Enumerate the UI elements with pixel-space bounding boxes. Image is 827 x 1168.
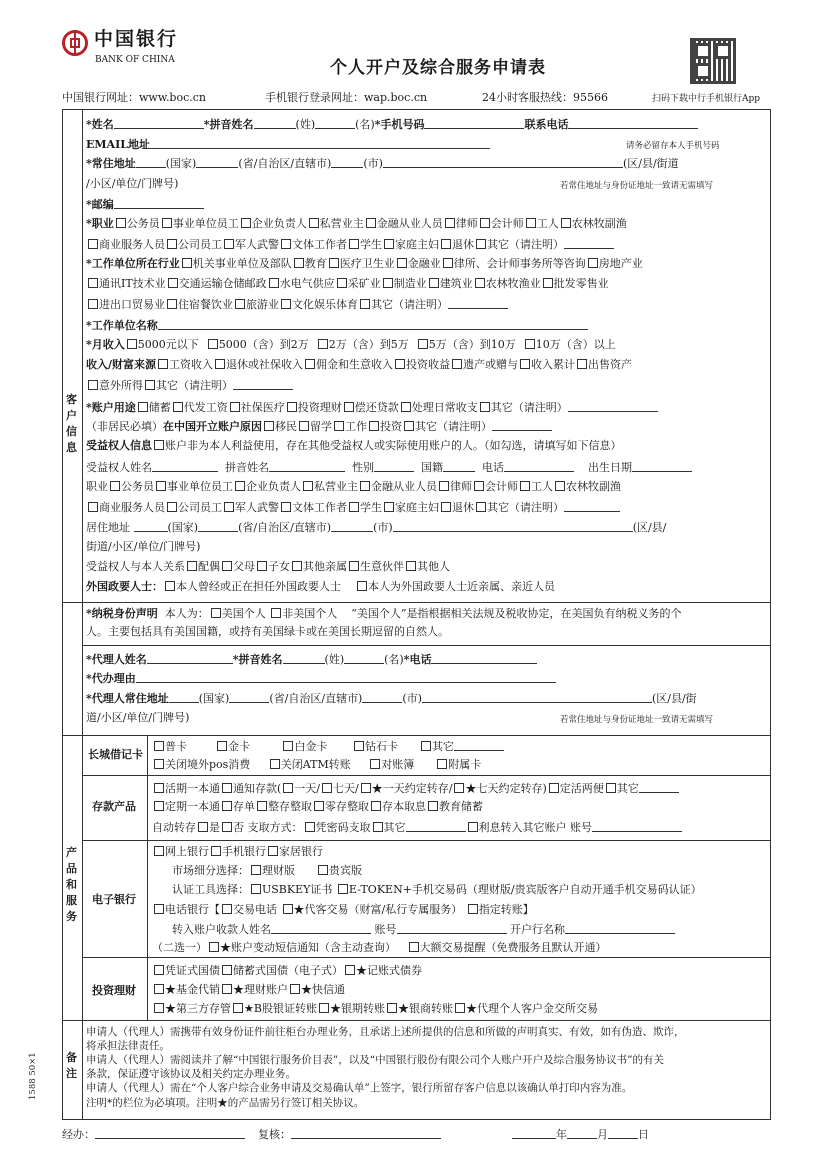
card-types[interactable]: 普卡 金卡 白金卡 钻石卡 其它 — [152, 739, 504, 754]
usage-row: *账户用途 储蓄 代发工资 社保医疗 投资理财 偿还贷款 处理日常收支 其它（请注明） — [86, 400, 658, 415]
email-input[interactable] — [150, 137, 490, 149]
bene-birth-input[interactable] — [632, 460, 692, 472]
notes-label: 备注 — [66, 1051, 77, 1080]
zip-input[interactable] — [114, 197, 204, 209]
surname-pinyin-input[interactable] — [254, 117, 296, 129]
bene-job-options[interactable]: 公务员 事业单位员工 企业负责人 私营业主 金融从业人员 律师 会计师 工人 农林牧副渔 — [108, 480, 621, 493]
relationship-options[interactable]: 配偶 父母 子女 其他亲属 生意伙伴 其他人 — [185, 560, 450, 573]
non-us-person-checkbox[interactable] — [271, 608, 281, 618]
us-person-checkbox[interactable] — [211, 608, 221, 618]
agent-surname-input[interactable] — [283, 652, 325, 664]
card-options[interactable]: 关闭境外pos消费 关闭ATM转账 对账簿 附属卡 — [152, 758, 481, 772]
boc-logo — [62, 30, 88, 56]
bene-job-row-2[interactable]: 商业服务人员 公司员工 军人武警 文体工作者 学生 家庭主妇 退休 其它（请注明） — [86, 500, 620, 515]
card-label: 长城借记卡 — [88, 748, 143, 761]
bank-name-en: BANK OF CHINA — [95, 55, 175, 65]
bene-nation-input[interactable] — [443, 460, 475, 472]
mobile-note: 请务必留存本人手机号码 — [626, 141, 720, 151]
bene-gender-input[interactable] — [374, 460, 414, 472]
agent-district-input[interactable] — [422, 691, 652, 703]
email-row: EMAIL地址 — [86, 137, 490, 152]
tax-desc: 人。主要包括具有美国国籍，或持有美国绿卡或在美国长期逗留的自然人。 — [86, 625, 449, 638]
agent-reason-input[interactable] — [136, 671, 556, 683]
qr-code-icon[interactable] — [690, 38, 736, 84]
name-input[interactable] — [114, 117, 204, 129]
month-input[interactable] — [567, 1127, 597, 1139]
source-row-2[interactable]: 意外所得 其它（请注明） — [86, 378, 293, 393]
district-input[interactable] — [383, 156, 623, 168]
job-row: *职业 公务员 事业单位员工 企业负责人 私营业主 金融从业人员 律师 会计师 工人 农林牧副渔 — [86, 217, 627, 230]
products-label: 产品和服务 — [66, 846, 77, 923]
ebank-row-1[interactable]: 网上银行 手机银行 家居银行 — [152, 845, 323, 859]
reason-row: （非居民必填）在中国开立账户原因 移民 留学 工作 投资 其它（请注明） — [86, 419, 552, 434]
phone-input[interactable] — [568, 117, 698, 129]
agent-reason-row: *代办理由 — [86, 671, 556, 686]
handler-field: 经办： — [62, 1127, 245, 1142]
pep-option-1[interactable] — [165, 581, 175, 591]
mobile-input[interactable] — [424, 117, 524, 129]
customer-info-label: 客户信息 — [66, 393, 77, 454]
job-options[interactable]: 公务员 事业单位员工 企业负责人 私营业主 金融从业人员 律师 会计师 工人 农林牧副渔 — [114, 217, 627, 230]
bene-phone-input[interactable] — [504, 460, 574, 472]
pep-option-2[interactable] — [357, 581, 367, 591]
deposit-label: 存款产品 — [92, 800, 136, 813]
pep-row: 外国政要人士： 本人曾经或正在担任外国政要人士 本人为外国政要人士近亲属、亲近人员 — [86, 580, 555, 593]
note-6: 注明*的栏位为必填项。注明★的产品需另行签订相关协议。 — [86, 1097, 365, 1109]
invest-row-1[interactable]: 凭证式国债 储蓄式国债（电子式） ★记账式债券 — [152, 964, 422, 978]
deposit-row-3[interactable]: 自动转存 是 否 支取方式： 凭密码支取 其它 利息转入其它账户 账号 — [152, 820, 682, 835]
bene-job-row: 职业 公务员 事业单位员工 企业负责人 私营业主 金融从业人员 律师 会计师 工人 农林牧副渔 — [86, 480, 621, 493]
mobile-site-line: 手机银行登录网址：wap.boc.cn — [265, 91, 428, 104]
address-cont: /小区/单位/门牌号) — [86, 177, 179, 190]
handler-input[interactable] — [95, 1127, 245, 1139]
agent-city-input[interactable] — [362, 691, 402, 703]
city-input[interactable] — [331, 156, 363, 168]
review-input[interactable] — [291, 1127, 441, 1139]
industry-row: *工作单位所在行业 机关事业单位及部队 教育 医疗卫生业 金融业 律所、会计师事务所等咨询 房地产业 — [86, 257, 643, 270]
ebank-row-2[interactable]: 市场细分选择： 理财版 贵宾版 — [172, 864, 362, 877]
agent-address-row: *代理人常住地址 (国家) (省/自治区/直辖市) (市) (区/县/街 — [86, 692, 697, 705]
hotline-line: 24小时客服热线：95566 — [482, 91, 608, 104]
bene-country-input[interactable] — [134, 520, 168, 532]
margin-code: 1588 50×1 — [28, 1052, 38, 1100]
agent-name-row: *代理人姓名 *拼音姓名 (姓) (名)*电话 — [86, 652, 537, 667]
income-options[interactable]: 5000元以下 5000（含）到2万 2万（含）到5万 5万（含）到10万 10万（含）以上 — [125, 338, 616, 351]
invest-row-2[interactable]: ★基金代销 ★理财账户 ★快信通 — [152, 983, 345, 997]
bene-name-input[interactable] — [152, 460, 218, 472]
industry-row-3[interactable]: 进出口贸易业 住宿餐饮业 旅游业 文化娱乐体育 其它（请注明） — [86, 297, 508, 312]
given-pinyin-input[interactable] — [315, 117, 355, 129]
ebank-row-4[interactable]: 电话银行【 交易电话 ★代客交易（财富/私行专属服务） 指定转账】 — [152, 903, 534, 917]
ebank-label: 电子银行 — [92, 893, 136, 906]
agent-address-cont: 道/小区/单位/门牌号) — [86, 711, 190, 724]
agent-province-input[interactable] — [229, 691, 269, 703]
bene-city-input[interactable] — [331, 520, 373, 532]
zip-row: *邮编 — [86, 197, 204, 212]
note-1: 申请人（代理人）需携带有效身份证件前往柜台办理业务，且承诺上述所提供的信息和所做的声明真实、有效，如有伪造、欺诈， — [86, 1026, 685, 1038]
name-row: *姓名 *拼音姓名 (姓) (名)*手机号码 联系电话 — [86, 117, 698, 132]
note-4: 条款，保证遵守该协议及相关约定办理业务。 — [86, 1068, 296, 1080]
app-hint: 扫码下载中行手机银行App — [652, 94, 761, 104]
agent-name-input[interactable] — [147, 652, 233, 664]
note-2: 将承担法律责任。 — [86, 1040, 170, 1052]
employer-input[interactable] — [158, 318, 588, 330]
review-field: 复核： — [258, 1127, 441, 1142]
beneficiary-checkbox[interactable] — [154, 440, 164, 450]
income-row: *月收入 5000元以下 5000（含）到2万 2万（含）到5万 5万（含）到10万 10万（含）以上 — [86, 338, 616, 351]
address-row: *常住地址 (国家) (省/自治区/直辖市) (市) (区/县/街道 — [86, 157, 679, 170]
employer-row: *工作单位名称 — [86, 318, 588, 333]
industry-options[interactable]: 机关事业单位及部队 教育 医疗卫生业 金融业 律所、会计师事务所等咨询 房地产业 — [180, 257, 643, 270]
ebank-row-3[interactable]: 认证工具选择： USBKEY证书 E-TOKEN+手机交易码（理财版/贵宾版客户自动开通手机交易码认证） — [172, 883, 702, 896]
date-field: 年 月 日 — [512, 1127, 649, 1142]
relationship-row: 受益权人与本人关系 配偶 父母 子女 其他亲属 生意伙伴 其他人 — [86, 560, 450, 573]
agent-given-input[interactable] — [344, 652, 384, 664]
agent-phone-input[interactable] — [431, 652, 537, 664]
note-3: 申请人（代理人）需阅读并了解“中国银行服务价目表”，以及“中国银行股份有限公司个人账户开户及综合服务协议书”的有关 — [86, 1054, 664, 1066]
deposit-row-1[interactable]: 活期一本通 通知存款( 一天/ 七天/ ★一天约定转存/ ★七天约定转存) 定活两便 其它 — [152, 781, 679, 796]
job-row-2[interactable]: 商业服务人员 公司员工 军人武警 文体工作者 学生 家庭主妇 退休 其它（请注明） — [86, 237, 614, 252]
website-line: 中国银行网址：www.boc.cn — [62, 91, 207, 104]
day-input[interactable] — [608, 1127, 638, 1139]
bene-address-cont: 街道/小区/单位/门牌号) — [86, 540, 201, 553]
deposit-row-2[interactable]: 定期一本通 存单 整存整取 零存整取 存本取息 教育储蓄 — [152, 800, 483, 814]
bene-district-input[interactable] — [393, 520, 633, 532]
source-row: 收入/财富来源 工资收入 退休或社保收入 佣金和生意收入 投资收益 遗产或赠与 收入累计 出售资产 — [86, 358, 633, 371]
reason-options[interactable]: 移民 留学 工作 投资 其它（请注明） — [262, 420, 552, 433]
ebank-row-6[interactable]: （二选一） ★账户变动短信通知（含主动查询） 大额交易提醒（免费服务且默认开通） — [152, 941, 607, 954]
ebank-row-5[interactable]: 转入账户收款人姓名 账号 开户行名称 — [172, 922, 675, 937]
usage-options[interactable]: 储蓄 代发工资 社保医疗 投资理财 偿还贷款 处理日常收支 其它（请注明） — [136, 401, 658, 414]
bene-address-row: 居住地址 (国家) (省/自治区/直辖市) (市) (区/县/ — [86, 521, 667, 534]
year-input[interactable] — [512, 1127, 556, 1139]
address-note: 若常住地址与身份证地址一致请无需填写 — [560, 181, 714, 191]
invest-label: 投资理财 — [92, 984, 136, 997]
industry-row-2[interactable]: 通讯IT技术业 交通运输仓储邮政 水电气供应 采矿业 制造业 建筑业 农林牧渔业 批发零售业 — [86, 277, 609, 291]
agent-address-note: 若常住地址与身份证地址一致请无需填写 — [560, 715, 714, 725]
source-options[interactable]: 工资收入 退休或社保收入 佣金和生意收入 投资收益 遗产或赠与 收入累计 出售资产 — [156, 358, 632, 371]
bene-province-input[interactable] — [198, 520, 238, 532]
bank-name-cn: 中国银行 — [94, 28, 179, 50]
beneficiary-name-row: 受益权人姓名 拼音姓名 性别 国籍 电话 出生日期 — [86, 460, 692, 475]
note-5: 申请人（代理人）需在“个人客户综合业务申请及交易确认单”上签字，银行所留存客户信息以该确认单打印内容为准。 — [86, 1082, 633, 1094]
bene-pinyin-input[interactable] — [269, 460, 345, 472]
country-input[interactable] — [136, 156, 166, 168]
form-title: 个人开户及综合服务申请表 — [330, 58, 546, 78]
tax-row: *纳税身份声明 本人为： 美国个人 非美国个人 “美国个人”是指根据相关法规及税收协定，在美国负有纳税义务的个 — [86, 607, 682, 620]
province-input[interactable] — [196, 156, 238, 168]
agent-country-input[interactable] — [169, 691, 199, 703]
section-divider — [82, 109, 83, 1119]
beneficiary-row: 受益权人信息 账户非为本人利益使用，存在其他受益权人或实际使用账户的人。（如勾选，请填写如下信息） — [86, 439, 622, 452]
invest-row-3[interactable]: ★第三方存管 ★B股银证转账 ★银期转账 ★银商转账 ★代理个人客户金交所交易 — [152, 1002, 598, 1016]
